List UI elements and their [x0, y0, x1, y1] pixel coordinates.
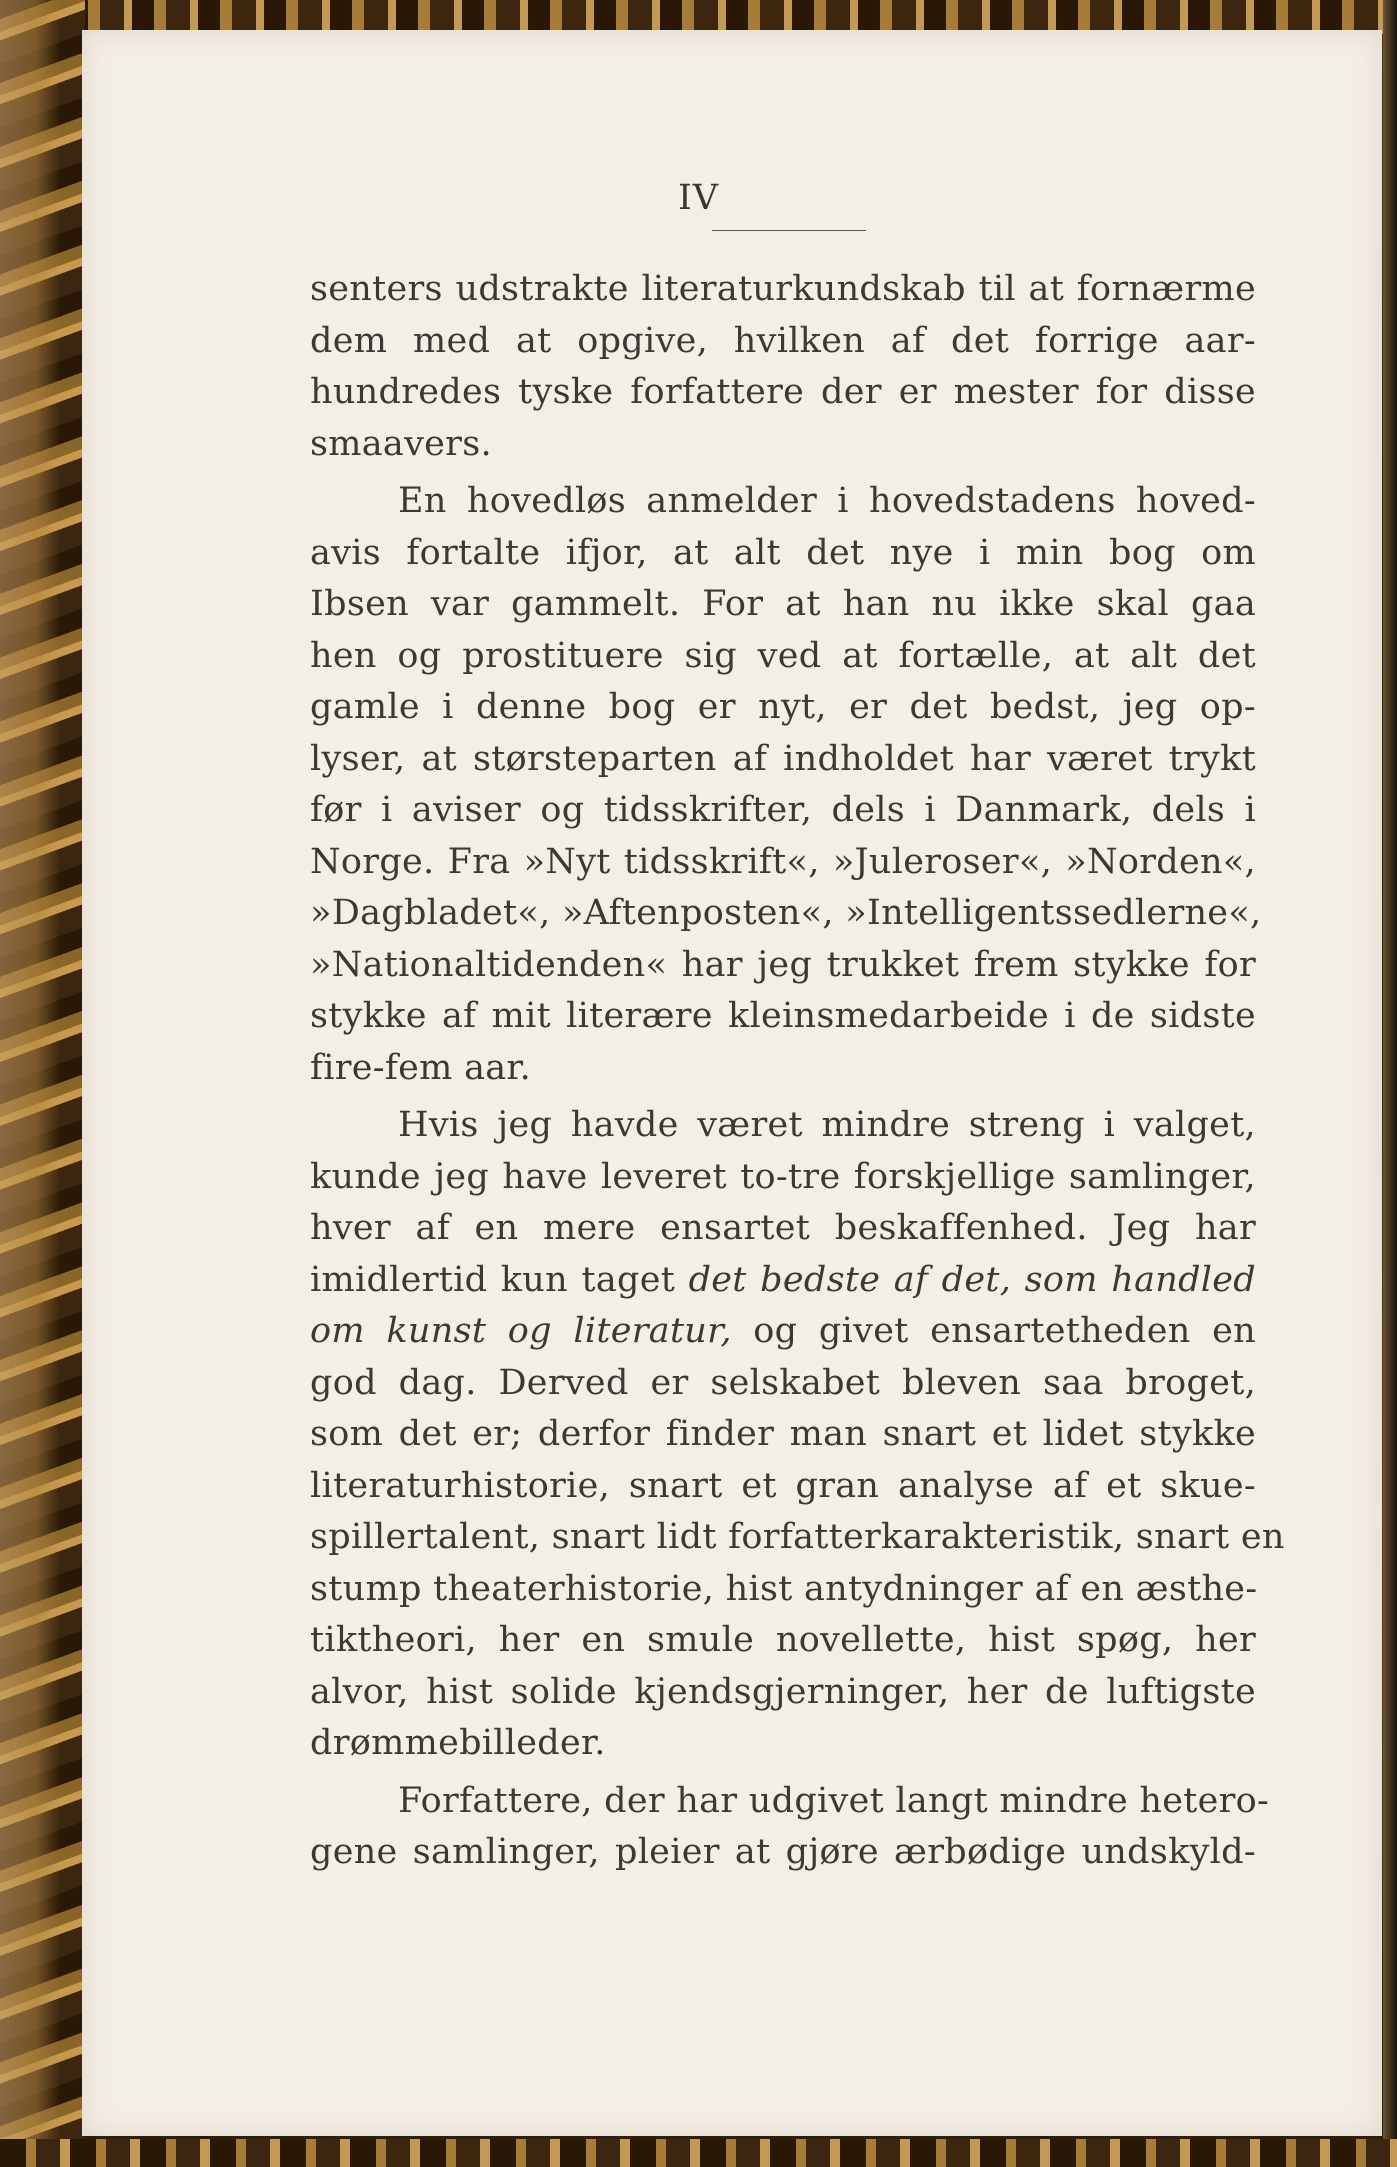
text-line: En hovedløs anmelder i hovedstadens hoved-	[398, 481, 1256, 521]
body-text	[310, 264, 1285, 1879]
text-line: literaturhistorie, snart et gran analyse af et skue-	[310, 1465, 1256, 1506]
text-line: hver af en mere ensartet beskaffenhed. Jeg har	[310, 1208, 1256, 1248]
text-span: og givet ensartetheden en	[731, 1311, 1256, 1351]
cover-edge-right	[1383, 0, 1397, 2167]
cover-edge-top	[0, 0, 1397, 34]
text-line: drømmebilleder.	[310, 1723, 606, 1763]
text-line: god dag. Derved er selskabet bleven saa broget,	[310, 1362, 1256, 1403]
page-number-rule	[712, 230, 866, 231]
text-line: dem med at opgive, hvilken af det forrige aar-	[310, 320, 1256, 361]
text-line: gene samlinger, pleier at gjøre ærbødige undskyld-	[310, 1832, 1256, 1872]
text-line: hundredes tyske forfattere der er mester for disse	[310, 372, 1256, 412]
text-line: gamle i denne bog er nyt, er det bedst, jeg op-	[310, 687, 1256, 727]
text-span: imidlertid kun taget	[310, 1259, 689, 1300]
text-line: smaavers.	[310, 423, 492, 464]
text-line: spillertalent, snart lidt forfatterkarakteristik, snart en	[310, 1517, 1285, 1557]
text-line: stykke af mit literære kleinsmedarbeide i de sidste	[310, 996, 1256, 1036]
text-line: Forfattere, der har udgivet langt mindre hetero-	[398, 1780, 1270, 1821]
text-line: tiktheori, her en smule novellette, hist spøg, her	[310, 1620, 1256, 1660]
text-line: Hvis jeg havde været mindre streng i valget,	[398, 1105, 1256, 1145]
text-line: alvor, hist solide kjendsgjerninger, her de luftigste	[310, 1671, 1256, 1712]
text-line: Norge. Fra »Nyt tidsskrift«, »Juleroser«, »Norden«,	[310, 841, 1256, 882]
italic-phrase: om kunst og literatur,	[310, 1311, 732, 1351]
text-line: som det er; derfor finder man snart et lidet stykke	[310, 1414, 1256, 1454]
text-line: »Nationaltidenden« har jeg trukket frem stykke for	[310, 944, 1256, 985]
italic-phrase: det bedste af det, som handled	[688, 1259, 1256, 1300]
text-line: stump theaterhistorie, hist antydninger af en æsthe-	[310, 1568, 1258, 1609]
text-line: før i aviser og tidsskrifter, dels i Danmark, dels i	[310, 790, 1256, 830]
text-line: fire-fem aar.	[310, 1047, 532, 1088]
text-line: »Dagbladet«, »Aftenposten«, »Intelligentssedlerne«,	[310, 893, 1262, 933]
page-number: IV	[677, 178, 720, 218]
marbled-cover-edge	[0, 0, 85, 2167]
text-line-with-italic	[310, 1306, 1256, 1358]
text-line: senters udstrakte literaturkundskab til at fornærme	[310, 269, 1256, 309]
text-line: Ibsen var gammelt. For at han nu ikke skal gaa	[310, 584, 1256, 624]
text-line-with-italic	[310, 1255, 1256, 1307]
text-line: lyser, at størsteparten af indholdet har været trykt	[310, 738, 1256, 779]
text-line: avis fortalte ifjor, at alt det nye i min bog om	[310, 532, 1256, 573]
text-line: kunde jeg have leveret to-tre forskjellige samlinger,	[310, 1156, 1256, 1197]
text-line: hen og prostituere sig ved at fortælle, at alt det	[310, 635, 1256, 676]
cover-edge-bottom	[0, 2139, 1397, 2167]
